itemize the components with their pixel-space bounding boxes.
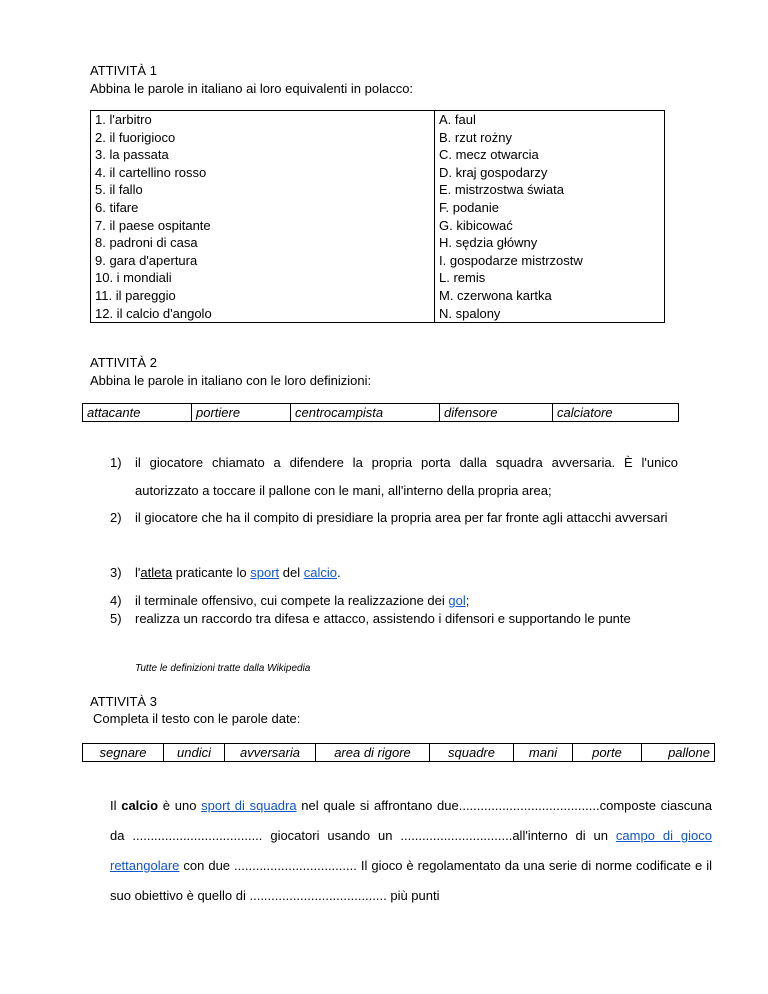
text-fragment: con due .................................. Il gioco è regolamentato da una serie di norme codificate e il suo obiettivo è quello di ...................................... più punti	[110, 858, 712, 903]
definition-item	[110, 605, 678, 661]
polish-item: D. kraj gospodarzy	[439, 164, 548, 180]
italian-column	[91, 111, 435, 323]
polish-item: I. gospodarze mistrzostw	[439, 252, 583, 268]
polish-item: L. remis	[439, 270, 486, 286]
definition-number: 1)	[110, 455, 122, 470]
cloze-paragraph	[110, 791, 712, 911]
italian-item: 3. la passata	[95, 147, 169, 163]
activity1-instruction: Abbina le parole in italiano ai loro equivalenti in polacco:	[90, 81, 414, 96]
definition-text: il giocatore che ha il compito di presidiare la propria area per far fronte agli attacchi avversari	[135, 510, 668, 525]
text-fragment: ;	[465, 593, 470, 608]
campo-di-gioco-link[interactable]: campo di gioco	[615, 828, 712, 843]
italian-item: 2. il fuorigioco	[95, 129, 176, 145]
word-bank-item: avversaria	[225, 744, 316, 762]
word-bank-item: squadre	[430, 744, 514, 762]
italian-item: 5. il fallo	[95, 182, 143, 198]
calcio-bold: calcio	[121, 798, 159, 813]
word-bank-item: segnare	[83, 744, 164, 762]
wikipedia-note: Tutte le definizioni tratte dalla Wikipedia	[135, 663, 311, 674]
italian-item: 4. il cartellino rosso	[95, 164, 207, 180]
definition-number: 3)	[110, 565, 122, 580]
text-fragment: l'	[135, 565, 141, 580]
word-bank-item: attacante	[83, 404, 192, 422]
italian-item: 7. il paese ospitante	[95, 217, 211, 233]
activity3-instruction: Completa il testo con le parole date:	[93, 711, 301, 726]
word-bank-item: area di rigore	[316, 744, 430, 762]
calcio-link[interactable]: calcio	[303, 565, 337, 580]
word-bank-item: difensore	[440, 404, 553, 422]
italian-item: 12. il calcio d'angolo	[95, 305, 212, 321]
sport-di-squadra-link[interactable]: sport di squadra	[201, 798, 297, 813]
polish-item: B. rzut rożny	[439, 129, 512, 145]
definition-item	[110, 559, 678, 587]
word-bank-item: centrocampista	[291, 404, 440, 422]
rettangolare-link[interactable]: rettangolare	[110, 858, 180, 873]
word-bank-item: porte	[573, 744, 642, 762]
definition-number: 5)	[110, 611, 122, 626]
text-fragment: Il	[110, 798, 122, 813]
polish-item: N. spalony	[439, 305, 501, 321]
italian-item: 10. i mondiali	[95, 270, 172, 286]
text-fragment: del	[279, 565, 304, 580]
polish-item: E. mistrzostwa świata	[439, 182, 564, 198]
definition-item	[110, 504, 678, 560]
italian-item: 11. il pareggio	[95, 287, 176, 303]
text-fragment: è uno	[158, 798, 202, 813]
definition-number: 4)	[110, 593, 122, 608]
polish-item: C. mecz otwarcia	[439, 147, 539, 163]
activity1-title: ATTIVITÀ 1	[90, 63, 157, 78]
definition-item	[110, 449, 678, 505]
activity3-word-bank	[82, 743, 715, 762]
activity2-word-bank	[82, 403, 679, 422]
word-bank-item: portiere	[192, 404, 291, 422]
atleta-link[interactable]: atleta	[140, 565, 173, 580]
polish-item: G. kibicować	[439, 217, 513, 233]
text-fragment: nel quale si affrontano due.......................................composte ciascuna da .................................... giocatori usando un ...............................all'interno di un	[110, 798, 712, 843]
polish-column	[435, 111, 665, 323]
text-fragment: praticante lo	[172, 565, 251, 580]
word-bank-item: pallone	[642, 744, 715, 762]
definition-text: il giocatore chiamato a difendere la propria porta dalla squadra avversaria. È l'unico autorizzato a toccare il pallone con le mani, all'interno della propria area;	[135, 455, 678, 498]
italian-item: 9. gara d'apertura	[95, 252, 198, 268]
text-fragment: .	[336, 565, 341, 580]
polish-item: A. faul	[439, 112, 476, 127]
activity2-instruction: Abbina le parole in italiano con le loro definizioni:	[90, 373, 372, 388]
polish-item: F. podanie	[439, 199, 499, 215]
word-bank-item: calciatore	[553, 404, 679, 422]
italian-item: 6. tifare	[95, 199, 139, 215]
activity3-title: ATTIVITÀ 3	[90, 694, 157, 709]
word-bank-item: mani	[514, 744, 573, 762]
word-bank-item: undici	[164, 744, 225, 762]
italian-item: 1. l'arbitro	[95, 112, 152, 127]
text-fragment: il terminale offensivo, cui compete la realizzazione dei	[135, 593, 449, 608]
polish-item: H. sędzia główny	[439, 235, 538, 251]
polish-item: M. czerwona kartka	[439, 287, 552, 303]
matching-table	[90, 110, 665, 323]
italian-item: 8. padroni di casa	[95, 235, 198, 251]
definition-number: 2)	[110, 510, 122, 525]
definition-text	[135, 559, 678, 587]
activity2-title: ATTIVITÀ 2	[90, 355, 157, 370]
definition-text: realizza un raccordo tra difesa e attacco, assistendo i difensori e supportando le punte	[135, 611, 631, 626]
sport-link[interactable]: sport	[250, 565, 280, 580]
gol-link[interactable]: gol	[448, 593, 466, 608]
